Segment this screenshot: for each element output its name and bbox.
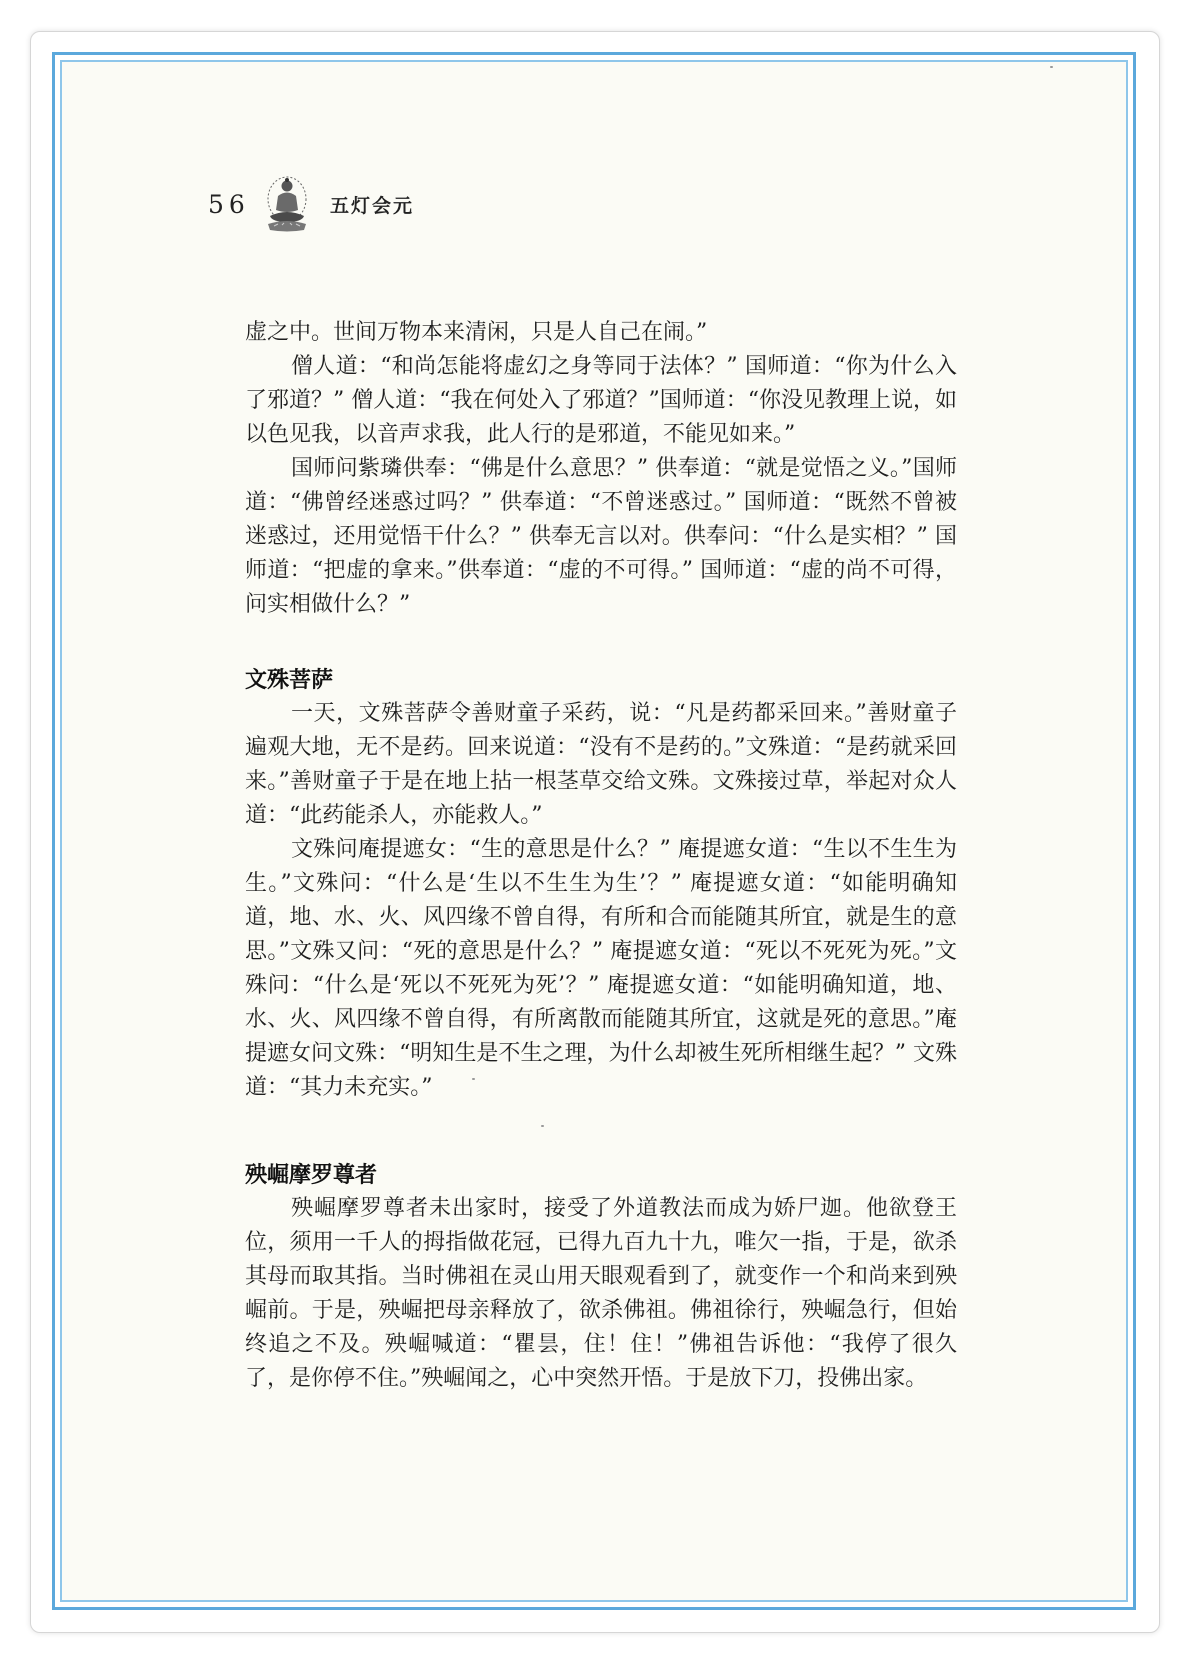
running-header <box>208 174 414 234</box>
paragraph: 文殊问庵提遮女：“生的意思是什么？” 庵提遮女道：“生以不生生为生。”文殊问：“什么是‘生以不生生为生’？” 庵提遮女道：“如能明确知道，地、水、火、风四缘不曾自得，有所和合而能随其所宜，就是生的意思。”文殊又问：“死的意思是什么？” 庵提遮女道：“死以不死死为死。”文殊问：“什么是‘死以不死死为死’？” 庵提遮女道：“如能明确知道，地、水、火、风四缘不曾自得，有所离散而能随其所宜，这就是死的意思。”庵提遮女问文殊：“明知生是不生之理，为什么却被生死所相继生起？” 文殊道：“其力未充实。” <box>245 837 957 1100</box>
section-heading: 文殊菩萨 <box>245 667 334 693</box>
section-manjushri <box>245 663 957 1105</box>
paragraph: 僧人道：“和尚怎能将虚幻之身等同于法体？” 国师道：“你为什么入了邪道？” 僧人道：“我在何处入了邪道？”国师道：“你没见教理上说，如以色见我，以音声求我，此人行的是邪道，不能见如来。” <box>245 354 957 447</box>
book-title: 五灯会元 <box>330 194 415 217</box>
intro-text <box>245 316 957 622</box>
paragraph: 国师问紫璘供奉：“佛是什么意思？” 供奉道：“就是觉悟之义。”国师道：“佛曾经迷惑过吗？” 供奉道：“不曾迷惑过。” 国师道：“既然不曾被迷惑过，还用觉悟干什么？” 供奉无言以对。供奉问：“什么是实相？” 国师道：“把虚的拿来。”供奉道：“虚的不可得。” 国师道：“虚的尚不可得，问实相做什么？” <box>245 456 957 617</box>
page-number: 56 <box>208 189 250 219</box>
paragraph: 一天，文殊菩萨令善财童子采药，说：“凡是药都采回来。”善财童子遍观大地，无不是药。回来说道：“没有不是药的。”文殊道：“是药就采回来。”善财童子于是在地上拈一根茎草交给文殊。文殊接过草，举起对众人道：“此药能杀人，亦能救人。” <box>245 701 957 828</box>
paragraph: 殃崛摩罗尊者未出家时，接受了外道教法而成为娇尸迦。他欲登王位，须用一千人的拇指做花冠，已得九百九十九，唯欠一指，于是，欲杀其母而取其指。当时佛祖在灵山用天眼观看到了，就变作一个和尚来到殃崛前。于是，殃崛把母亲释放了，欲杀佛祖。佛祖徐行，殃崛急行，但始终追之不及。殃崛喊道：“瞿昙，住！住！”佛祖告诉他：“我停了很久了，是你停不住。”殃崛闻之，心中突然开悟。于是放下刀，投佛出家。 <box>245 1196 957 1391</box>
paragraph: 虚之中。世间万物本来清闲，只是人自己在闹。” <box>245 320 708 345</box>
section-angulimala <box>245 1158 957 1396</box>
scan-speck <box>541 1125 544 1127</box>
buddha-icon <box>260 174 314 234</box>
section-heading: 殃崛摩罗尊者 <box>245 1162 378 1188</box>
scan-speck <box>1050 66 1053 68</box>
